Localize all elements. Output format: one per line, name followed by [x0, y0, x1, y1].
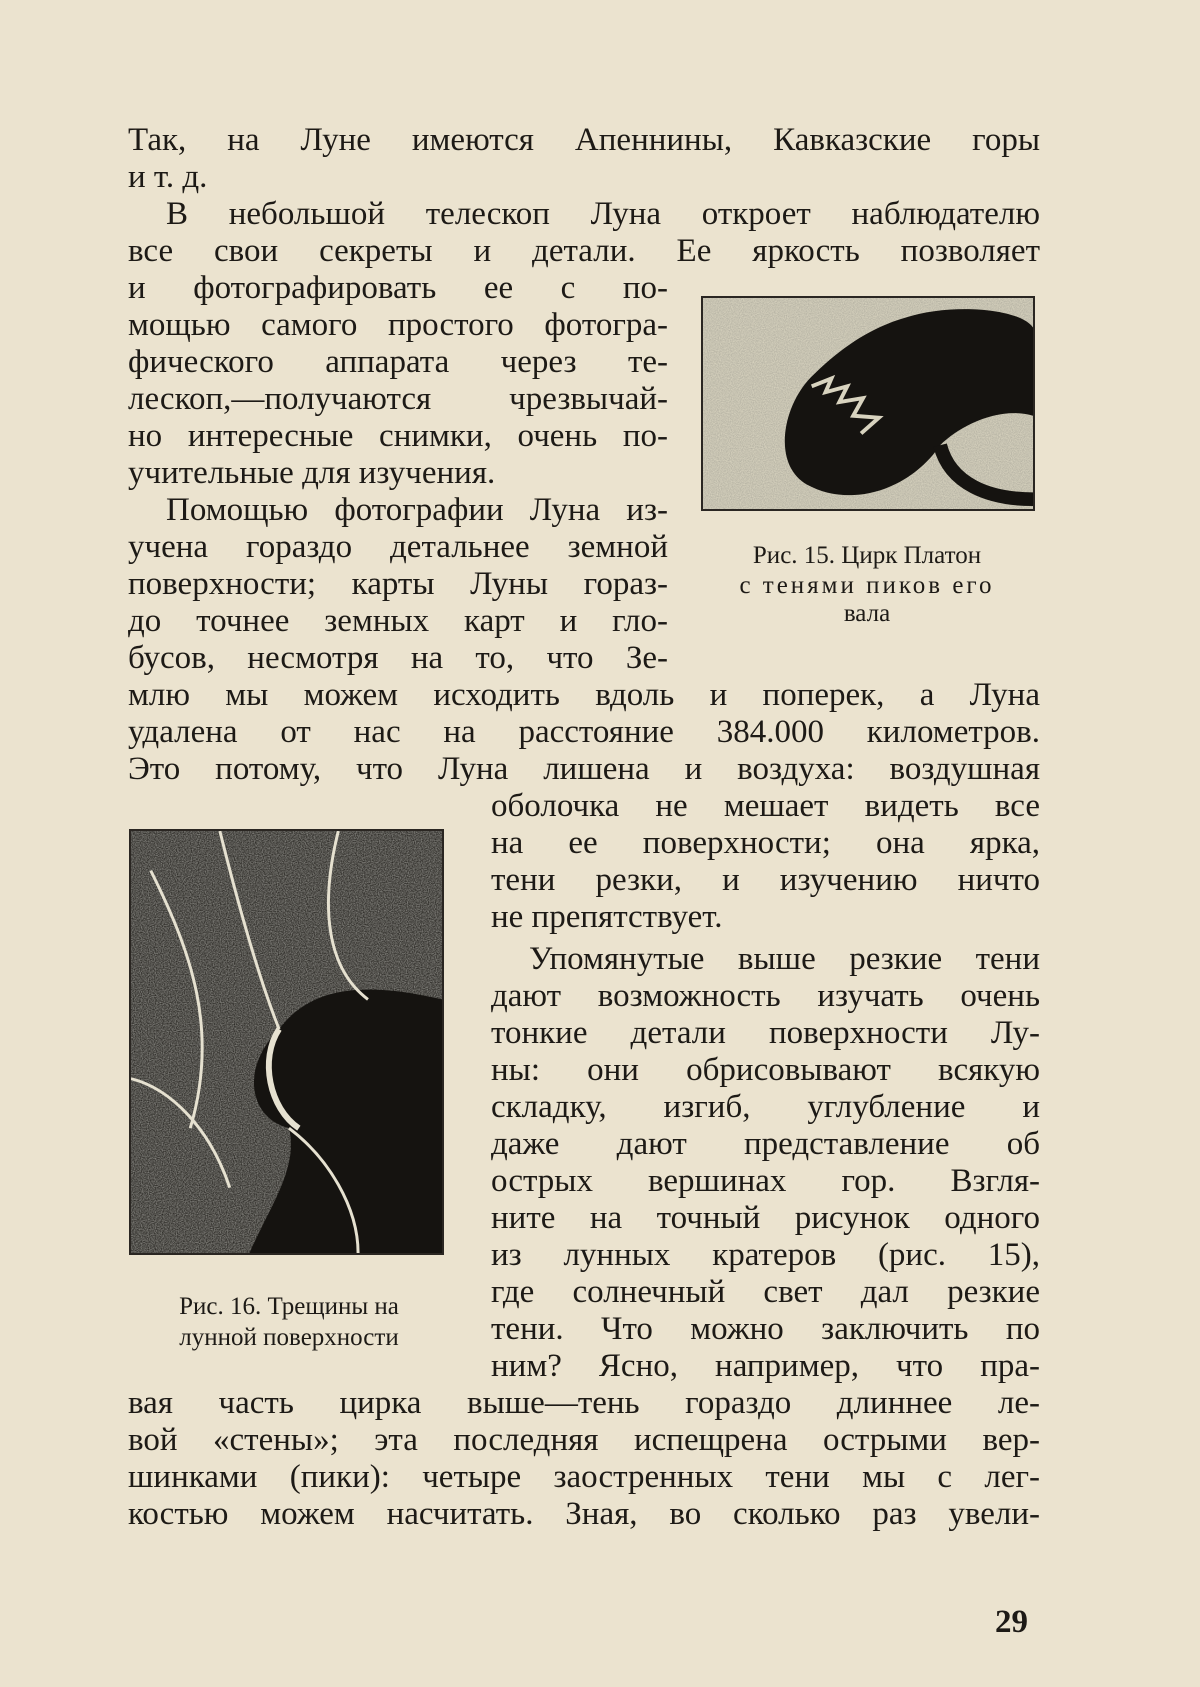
text-line: учена гораздо детальнее земной — [128, 529, 668, 565]
text-line: до точнее земных карт и гло- — [128, 603, 668, 639]
text-line: В небольшой телескоп Луна откроет наблюдателю — [166, 196, 1040, 232]
text-line: острых вершинах гор. Взгля- — [491, 1163, 1040, 1199]
text-line: ните на точный рисунок одного — [491, 1200, 1040, 1236]
figure-15-caption-line: вала — [843, 600, 891, 627]
figure-16-lunar-cracks-image — [129, 829, 444, 1255]
text-line: дают возможность изучать очень — [491, 978, 1040, 1014]
text-line: и т. д. — [128, 159, 208, 195]
text-line: но интересные снимки, очень по- — [128, 418, 668, 454]
text-line: и фотографировать ее с по- — [128, 270, 668, 306]
figure-16-caption-line: Рис. 16. Трещины на — [179, 1293, 399, 1320]
text-line: учительные для изучения. — [128, 455, 496, 491]
text-line: складку, изгиб, углубление и — [491, 1089, 1040, 1125]
figure-16-caption-line: лунной поверхности — [179, 1324, 399, 1351]
text-line: млю мы можем исходить вдоль и поперек, а Луна — [128, 677, 1040, 713]
text-line: тонкие детали поверхности Лу- — [491, 1015, 1040, 1051]
text-line: бусов, несмотря на то, что Зе- — [128, 640, 668, 676]
text-line: удалена от нас на расстояние 384.000 километров. — [128, 714, 1040, 750]
page-number: 29 — [995, 1604, 1028, 1640]
text-line: из лунных кратеров (рис. 15), — [491, 1237, 1040, 1273]
text-line: фического аппарата через те- — [128, 344, 668, 380]
text-line: вой «стены»; эта последняя испещрена острыми вер- — [128, 1422, 1040, 1458]
text-line: мощью самого простого фотогра- — [128, 307, 668, 343]
text-line: ны: они обрисовывают всякую — [491, 1052, 1040, 1088]
figure-15-crater-plato-image — [701, 296, 1035, 511]
text-line: Это потому, что Луна лишена и воздуха: воздушная — [128, 751, 1040, 787]
text-line: ним? Ясно, например, что пра- — [491, 1348, 1040, 1384]
text-line: лескоп,—получаются чрезвычай- — [128, 381, 668, 417]
text-line: Помощью фотографии Луна из- — [166, 492, 668, 528]
text-line: тени резки, и изучению ничто — [491, 862, 1040, 898]
text-line: вая часть цирка выше—тень гораздо длиннее ле- — [128, 1385, 1040, 1421]
text-line: поверхности; карты Луны гораз- — [128, 566, 668, 602]
text-line: Так, на Луне имеются Апеннины, Кавказские горы — [128, 122, 1040, 158]
text-line: даже дают представление об — [491, 1126, 1040, 1162]
text-line: шинками (пики): четыре заостренных тени мы с лег- — [128, 1459, 1040, 1495]
figure-15-caption-line: с тенями пиков его — [739, 572, 995, 599]
figure-15-caption-line: Рис. 15. Цирк Платон — [752, 542, 982, 569]
text-line: где солнечный свет дал резкие — [491, 1274, 1040, 1310]
text-line: не препятствует. — [491, 899, 723, 935]
text-line: тени. Что можно заключить по — [491, 1311, 1040, 1347]
text-line: Упомянутые выше резкие тени — [529, 941, 1040, 977]
text-line: все свои секреты и детали. Ее яркость позволяет — [128, 233, 1040, 269]
text-line: костью можем насчитать. Зная, во сколько раз увели- — [128, 1496, 1040, 1532]
text-line: на ее поверхности; она ярка, — [491, 825, 1040, 861]
text-line: оболочка не мешает видеть все — [491, 788, 1040, 824]
